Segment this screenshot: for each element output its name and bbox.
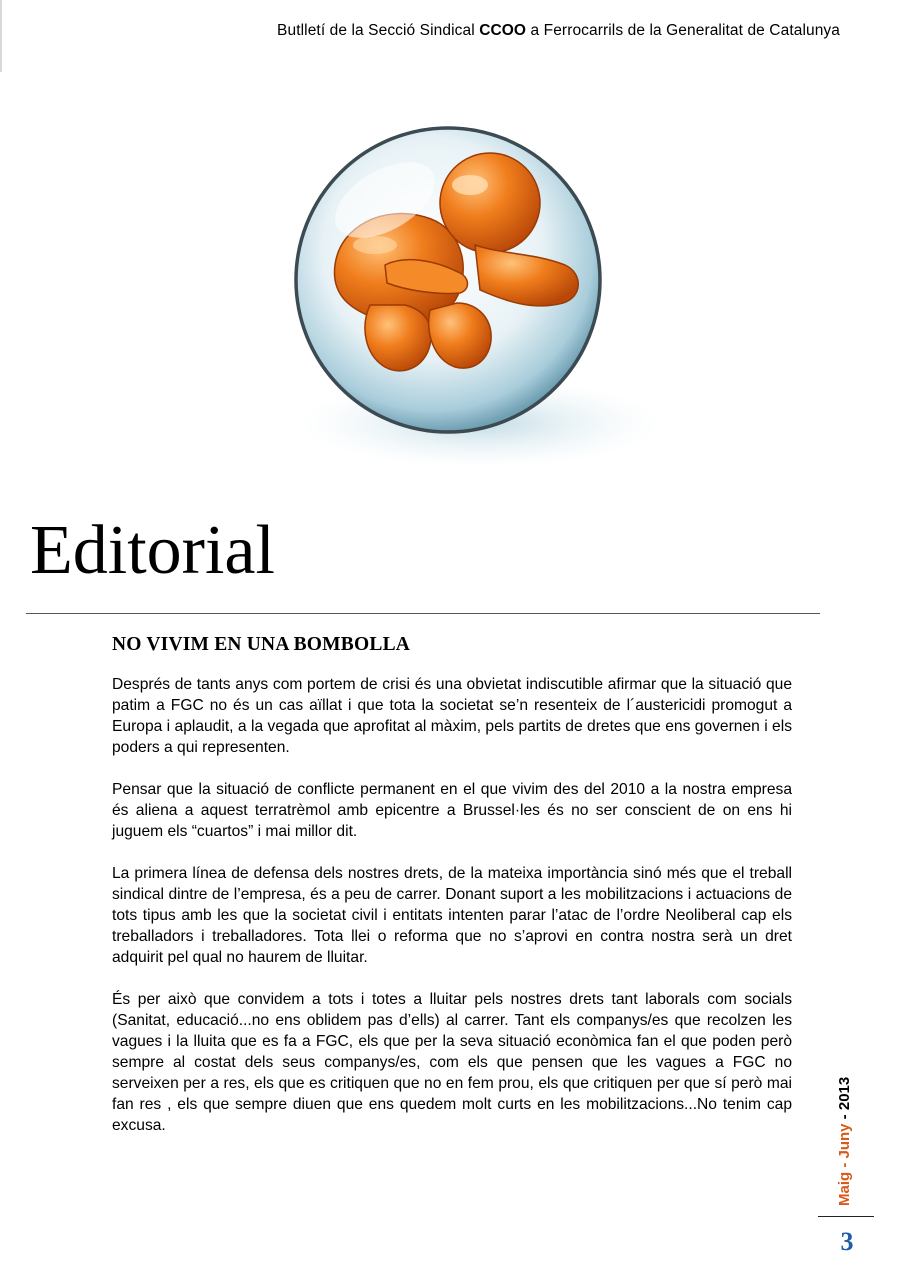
article-paragraph-2: Pensar que la situació de conflicte permanent en el que vivim des del 2010 a la nostra empresa és aliena a aquest terratrèmol amb epicentre a Brussel·les és no ser conscient de on ens hi juguem els “cuartos” i mai millor dit. bbox=[112, 781, 792, 840]
article-paragraph-3: La primera línea de defensa dels nostres drets, de la mateixa importància sinó més que el treball sindical dintre de l’empresa, és a peu de carrer. Donant suport a les mobilitzacions i actuacions de tots tipus amb les que la societat civil i entitats intenten parar l’atac de l’ordre Neoliberal cap els treballadors i treballadores. Tota llei o reforma que no s’aprovi en contra nostra serà un dret adquirit pel qual no haurem de lluitar. bbox=[112, 865, 792, 966]
article bbox=[112, 634, 792, 1157]
issue-date bbox=[836, 1077, 853, 1206]
article-headline: NO VIVIM EN UNA BOMBOLLA bbox=[112, 634, 411, 655]
header-suffix: a Ferrocarrils de la Generalitat de Catalunya bbox=[530, 22, 840, 39]
issue-year: 2013 bbox=[836, 1076, 853, 1111]
header-union: CCOO bbox=[479, 22, 527, 39]
newsletter-header bbox=[150, 22, 840, 40]
header-prefix: Butlletí de la Secció Sindical bbox=[277, 22, 475, 39]
page-number: 3 bbox=[840, 1227, 854, 1256]
page-edge-mark bbox=[0, 0, 2, 72]
article-paragraph-4: És per això que convidem a tots i totes a lluitar pels nostres drets tant laborals com socials (Sanitat, educació...no ens oblidem pas d’ells) al carrer. Tant els companys/es que recolzen les vagues i la lluita que es fa a FGC, els que per la seva situació econòmica fan el que poden però sempre al costat dels seus companys/es, com els que pensen que les vagues a FGC no serveixen per a res, els que es critiquen que no en fem prou, els que critiquen per que sí però mai fan res , els que sempre diuen que ens quedem molt curts en les mobilitzacions...No tenim cap excusa. bbox=[112, 991, 792, 1134]
issue-date-separator: - bbox=[836, 1110, 853, 1124]
section-title: Editorial bbox=[30, 512, 275, 589]
figure-in-bubble-icon bbox=[265, 105, 665, 505]
issue-months: Maig - Juny bbox=[836, 1123, 853, 1206]
title-divider bbox=[26, 613, 820, 614]
article-paragraph-1: Després de tants anys com portem de crisi és una obvietat indiscutible afirmar que la situació que patim a FGC no és un cas aïllat i que tota la societat se’n resenteix de l´austericidi promogut a Europa i aplaudit, a la vegada que aprofitat al màxim, pels partits de dretes que ens governen i els poders a qui representen. bbox=[112, 676, 792, 756]
footer-divider bbox=[818, 1216, 874, 1217]
